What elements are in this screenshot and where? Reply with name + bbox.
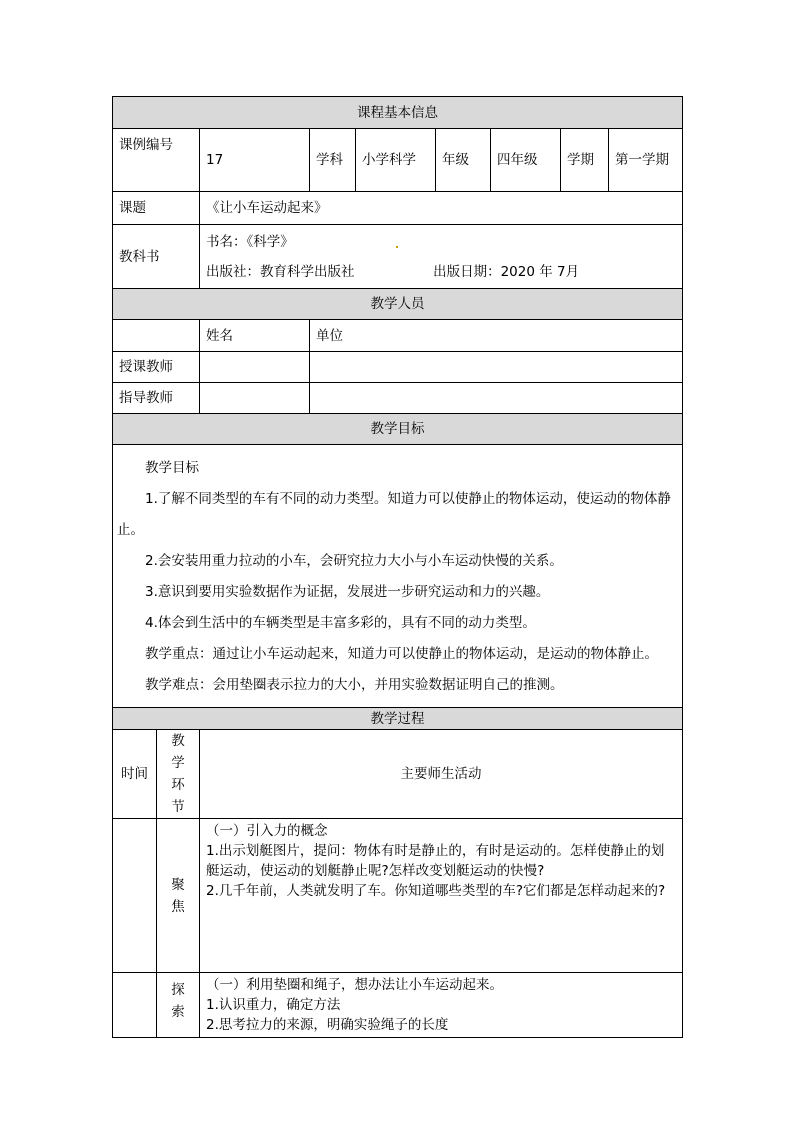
grade-value: 四年级 [491,129,561,192]
subject-value: 小学科学 [356,129,436,192]
topic-label: 课题 [113,192,200,225]
case-no-label: 课例编号 [113,129,200,192]
topic-value: 《让小车运动起来》 [200,192,683,225]
mentor-label: 指导教师 [113,383,200,414]
lesson-plan-table [112,96,683,1038]
section-process: 教学过程 [113,708,683,730]
term-label: 学期 [561,129,609,192]
grade-label: 年级 [436,129,491,192]
publisher-line [206,257,676,287]
teacher-label: 授课教师 [113,352,200,383]
time-cell [113,819,157,973]
teacher-unit-cell [310,352,683,383]
time-header: 时间 [113,730,157,819]
activity-line: 2.几千年前，人类就发明了车。你知道哪些类型的车?它们都是怎样动起来的? [206,883,666,899]
subject-label: 学科 [310,129,356,192]
term-value: 第一学期 [609,129,683,192]
objectives-cell [113,445,683,708]
section-basic-info: 课程基本信息 [113,97,683,129]
textbook-label: 教科书 [113,225,200,289]
objective-item: 1.了解不同类型的车有不同的动力类型。知道力可以使静止的物体运动，使运动的物体静止。 [117,491,671,538]
activity-line: （一）引入力的概念 [206,823,328,839]
case-no-value: 17 [200,129,310,192]
objectives-heading: 教学目标 [145,460,199,476]
teacher-name-cell [200,352,310,383]
objective-item: 2.会安装用重力拉动的小车，会研究拉力大小与小车运动快慢的关系。 [145,553,563,569]
activity-line: 1.认识重力，确定方法 [206,997,341,1013]
stage-header: 教学环节 [157,730,200,819]
activity-line: 2.思考拉力的来源，明确实验绳子的长度 [206,1017,449,1033]
staff-blank-cell [113,320,200,352]
activity-explore [200,973,683,1038]
stage-focus: 聚焦 [157,819,200,973]
section-staff: 教学人员 [113,289,683,320]
publish-date: 出版日期：2020 年 7月 [433,263,580,280]
mentor-name-cell [200,383,310,414]
activity-focus [200,819,683,973]
book-name: 书名：《科学》 [206,233,294,250]
time-cell [113,973,157,1038]
objective-item: 4.体会到生活中的车辆类型是丰富多彩的，具有不同的动力类型。 [145,615,536,631]
mentor-unit-cell [310,383,683,414]
difficulty: 教学难点：会用垫圈表示拉力的大小，并用实验数据证明自己的推测。 [145,677,564,693]
objective-item: 3.意识到要用实验数据作为证据，发展进一步研究运动和力的兴趣。 [145,584,550,600]
unit-header: 单位 [310,320,683,352]
activity-line: （一）利用垫圈和绳子，想办法让小车运动起来。 [206,977,503,993]
name-header: 姓名 [200,320,310,352]
activity-line: 1.出示划艇图片，提问：物体有时是静止的，有时是运动的。怎样使静止的划艇运动，使运动的划艇静止呢?怎样改变划艇运动的快慢? [206,843,665,879]
key-point: 教学重点：通过让小车运动起来，知道力可以使静止的物体运动，是运动的物体静止。 [145,646,658,662]
textbook-info [200,225,683,289]
section-objectives: 教学目标 [113,414,683,445]
stage-explore: 探索 [157,973,200,1038]
activity-header: 主要师生活动 [200,730,683,819]
publisher: 出版社：教育科学出版社 [206,263,355,280]
